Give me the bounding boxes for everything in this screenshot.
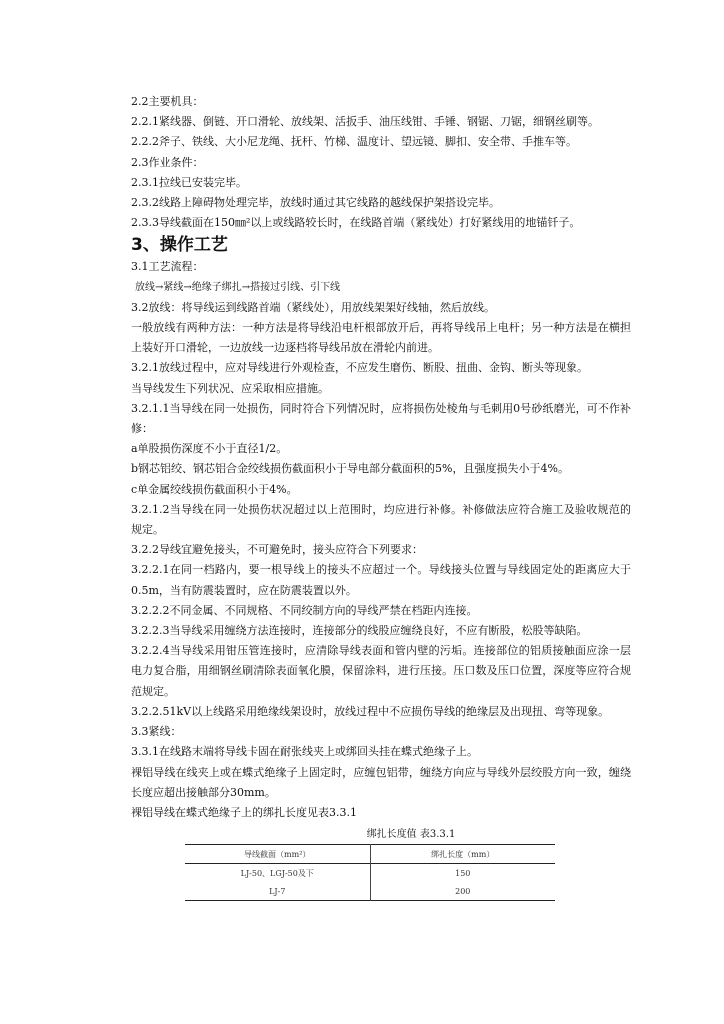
table-cell: LJ-50、LGJ-50及下: [185, 864, 370, 883]
paragraph: 2.3.1拉线已安装完毕。: [131, 175, 247, 189]
paragraph: 3.2.2导线宜避免接头，不可避免时，接头应符合下列要求：: [131, 543, 423, 557]
paragraph: 3.1工艺流程：: [131, 260, 204, 274]
paragraph: 3.2.2.1在同一档路内，要一根导线上的接头不应超过一个。导线接头位置与导线固定处的距离应大于0.5m，当有防震装置时，应在防震装置以外。: [131, 563, 631, 597]
table-cell: 150: [455, 868, 471, 878]
paragraph: 2.2主要机具：: [131, 95, 204, 108]
paragraph: 3.2.2.2不同金属、不同规格、不同绞制方向的导线严禁在档距内连接。: [131, 603, 478, 617]
paragraph: 2.3作业条件：: [131, 155, 204, 169]
paragraph: 一般放线有两种方法：一种方法是将导线沿电杆根部放开后，再将导线吊上电杆；另一种方法是在横担上装好开口滑轮，一边放线一边逐档将导线吊放在滑轮内前进。: [131, 321, 631, 355]
paragraph: 2.2.1紧线器、倒链、开口滑轮、放线架、活扳手、油压线钳、手锤、钢锯、刀锯，细钢丝刷等。: [131, 115, 599, 129]
paragraph: 裸铝导线在蝶式绝缘子上的绑扎长度见表3.3.1: [131, 805, 357, 819]
document-body: [131, 92, 631, 901]
binding-length-table: [185, 844, 555, 901]
table-header-row: [185, 845, 555, 864]
paragraph: 3.2.2.3当导线采用缠绕方法连接时，连接部分的线股应缠绕良好，不应有断股，松股等缺陷。: [131, 624, 588, 638]
paragraph: 3.3紧线：: [131, 725, 182, 739]
paragraph: 3.2.2.51kV以上线路采用绝缘线架设时，放线过程中不应损伤导线的绝缘层及出现扭、弯等现象。: [131, 704, 610, 718]
table-row: [185, 864, 555, 883]
paragraph: 2.2.2斧子、铁线、大小尼龙绳、抚杆、竹梯、温度计、望远镜、脚扣、安全带、手推车等。: [131, 135, 577, 149]
paragraph: 3.2.1.2当导线在同一处损伤状况超过以上范围时，均应进行补修。补修做法应符合施工及验收规范的规定。: [131, 502, 631, 537]
paragraph: 3.2.1放线过程中，应对导线进行外观检查，不应发生磨伤、断股、扭曲、金钩、断头等现象。: [131, 361, 588, 375]
table-cell: 200: [455, 886, 471, 896]
table-caption: 绑扎长度值 表3.3.1: [366, 829, 456, 841]
paragraph: 3.2.1.1当导线在同一处损伤，同时符合下列情况时，应将损伤处棱角与毛刺用0号砂纸磨光，可不作补修：: [131, 401, 631, 436]
paragraph: 3.3.1在线路末端将导线卡固在耐张线夹上或绑回头挂在蝶式绝缘子上。: [131, 745, 478, 759]
table-header-cell: 绑扎长度（mm）: [431, 849, 495, 859]
table-header-cell: 导线截面（mm²）: [185, 845, 370, 864]
paragraph: b钢芯铝绞、钢芯铝合金绞线损伤截面积小于导电部分截面积的5%，且强度损失小于4%。: [131, 462, 569, 476]
section-heading: 3、操作工艺: [131, 235, 228, 256]
paragraph: 3.2.2.4当导线采用钳压管连接时，应清除导线表面和管内壁的污垢。连接部位的铝质接触面应涂一层电力复合脂，用细钢丝刷清除表面氧化膜，保留涂料，进行压接。压口数及压口位置，深度等应符合规范规定。: [131, 644, 631, 698]
paragraph: a单股损伤深度不小于直径1/2。: [131, 442, 288, 456]
paragraph: 当导线发生下列状况、应采取相应措施。: [131, 381, 329, 395]
process-flow: 放线→紧线→绝缘子绑扎→搭接过引线、引下线: [135, 281, 341, 293]
paragraph: 3.2放线：将导线运到线路首端（紧线处），用放线架架好线轴，然后放线。: [131, 300, 495, 314]
table-row: [185, 882, 555, 901]
paragraph: 2.3.3导线截面在150㎜²以上或线路较长时，在线路首端（紧线处）打好紧线用的地锚钎子。: [131, 216, 581, 230]
table-cell: LJ-7: [185, 882, 370, 901]
paragraph: 2.3.2线路上障碍物处理完毕，放线时通过其它线路的越线保护架搭设完毕。: [131, 196, 500, 210]
paragraph: 裸铝导线在线夹上或在蝶式绝缘子上固定时，应缠包铝带，缠绕方向应与导线外层绞股方向一致，缠绕长度应超出接触部分30mm。: [131, 765, 631, 799]
paragraph: c单金属绞线损伤截面积小于4%。: [131, 482, 298, 496]
